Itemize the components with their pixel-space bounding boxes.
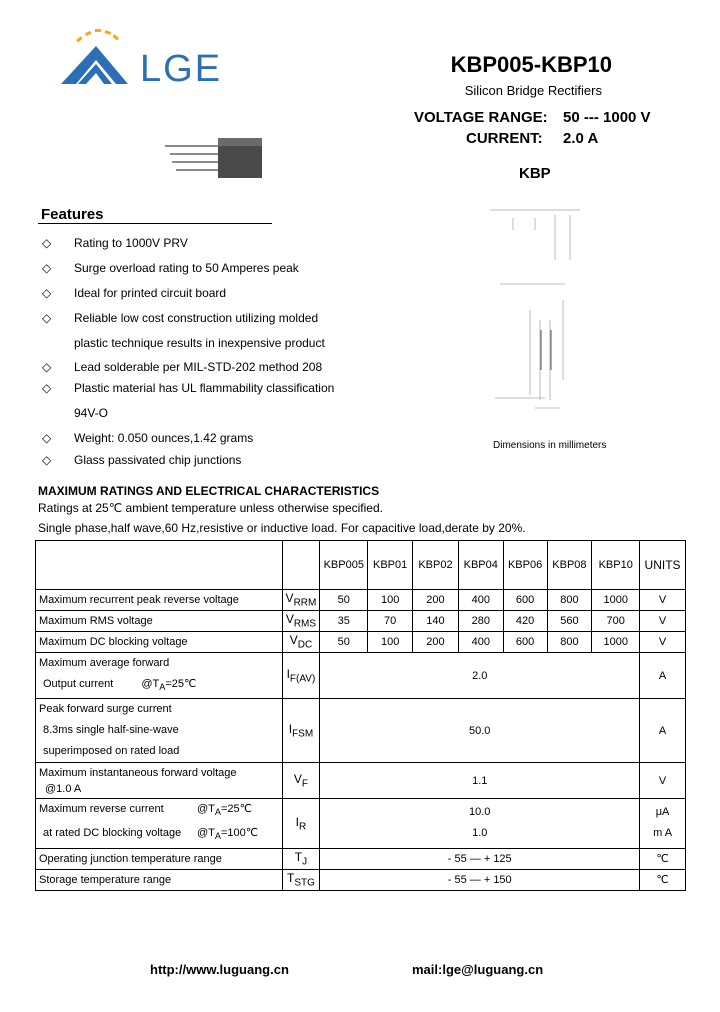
feature-item: ◇ Plastic material has UL flammability classification xyxy=(42,381,335,395)
param-desc: Peak forward surge current 8.3ms single half-sine-wave superimposed on rated load xyxy=(36,699,283,763)
value-cell: 70 xyxy=(368,611,413,632)
param-desc: Storage temperature range xyxy=(36,869,283,890)
feature-item: ◇ Reliable low cost construction utilizing molded xyxy=(42,311,319,325)
param-symbol: $V_F$ xyxy=(282,763,320,799)
param-desc: Maximum instantaneous forward voltage @1.0 A xyxy=(36,763,283,799)
value-cell: 50 xyxy=(320,632,368,653)
feature-item: ◇ Ideal for printed circuit board xyxy=(42,286,227,300)
unit-cell: A xyxy=(640,653,686,699)
value-cell: 400 xyxy=(458,632,503,653)
unit-cell: ℃ xyxy=(640,869,686,890)
param-symbol: $I_{FSM}$ xyxy=(282,699,320,763)
param-symbol: $V_{RMS}$ xyxy=(282,611,320,632)
value-cell: 600 xyxy=(503,590,547,611)
unit-cell: V xyxy=(640,632,686,653)
unit-cell: V xyxy=(640,590,686,611)
ratings-title: MAXIMUM RATINGS AND ELECTRICAL CHARACTERISTICS xyxy=(38,484,380,498)
diamond-bullet-icon: ◇ xyxy=(42,381,52,395)
ratings-note-ambient: Ratings at 25℃ ambient temperature unless otherwise specified. xyxy=(38,501,383,515)
page-subtitle: Silicon Bridge Rectifiers xyxy=(464,83,602,98)
brand-name: LGE xyxy=(140,48,223,90)
page-title: KBP005-KBP10 xyxy=(450,52,612,77)
current-label: CURRENT: xyxy=(466,130,543,147)
part-header: KBP10 xyxy=(592,541,640,590)
value-cell: 800 xyxy=(547,632,592,653)
feature-item: ◇ Rating to 1000V PRV xyxy=(42,236,188,250)
table-row xyxy=(36,632,686,653)
features-heading: Features xyxy=(41,206,104,223)
diamond-bullet-icon: ◇ xyxy=(42,431,52,445)
value-cell: - 55 — + 150 xyxy=(320,869,640,890)
table-header-row xyxy=(36,541,686,590)
unit-cell: V xyxy=(640,763,686,799)
table-row xyxy=(36,869,686,890)
value-cell: 100 xyxy=(368,632,413,653)
empty-cell xyxy=(282,541,320,590)
component-image xyxy=(160,134,270,184)
diamond-bullet-icon: ◇ xyxy=(42,453,52,467)
feature-item: ◇ Weight: 0.050 ounces,1.42 grams xyxy=(42,431,254,445)
part-header: KBP01 xyxy=(368,541,413,590)
diamond-bullet-icon: ◇ xyxy=(42,311,52,325)
param-symbol: $I_{F(AV)}$ xyxy=(282,653,320,699)
table-row xyxy=(36,653,686,699)
value-cell: 600 xyxy=(503,632,547,653)
value-cell: 280 xyxy=(458,611,503,632)
param-desc: Maximum recurrent peak reverse voltage xyxy=(36,590,283,611)
table-row xyxy=(36,848,686,869)
voltage-range-value: 50 --- 1000 V xyxy=(563,109,651,126)
value-cell: - 55 — + 125 xyxy=(320,848,640,869)
value-cell: 200 xyxy=(413,590,459,611)
footer-email-link[interactable]: mail:lge@luguang.cn xyxy=(412,962,544,977)
dimension-note: Dimensions in millimeters xyxy=(493,440,607,451)
value-cell: 400 xyxy=(458,590,503,611)
unit-cell: μA m A xyxy=(640,799,686,848)
ratings-table xyxy=(35,540,686,891)
param-symbol: $V_{RRM}$ xyxy=(282,590,320,611)
diamond-bullet-icon: ◇ xyxy=(42,236,52,250)
unit-cell: A xyxy=(640,699,686,763)
part-header: KBP08 xyxy=(547,541,592,590)
features-divider xyxy=(38,223,272,224)
table-row xyxy=(36,699,686,763)
value-cell: 10.0 1.0 xyxy=(320,799,640,848)
param-symbol: $T_{STG}$ xyxy=(282,869,320,890)
package-name: KBP xyxy=(519,165,551,182)
value-cell: 800 xyxy=(547,590,592,611)
value-cell: 420 xyxy=(503,611,547,632)
diamond-bullet-icon: ◇ xyxy=(42,261,52,275)
diamond-bullet-icon: ◇ xyxy=(42,286,52,300)
part-header: KBP005 xyxy=(320,541,368,590)
feature-item-continued: 94V-O xyxy=(74,406,109,420)
param-desc: Maximum reverse current $@T_A=25℃$ at rated DC blocking voltage $@T_A=100℃$ xyxy=(36,799,283,848)
value-cell: 700 xyxy=(592,611,640,632)
part-header: KBP06 xyxy=(503,541,547,590)
param-symbol: $T_J$ xyxy=(282,848,320,869)
table-row xyxy=(36,763,686,799)
dimension-drawing xyxy=(485,200,595,420)
value-cell: 140 xyxy=(413,611,459,632)
value-cell: 1000 xyxy=(592,590,640,611)
param-desc: Maximum RMS voltage xyxy=(36,611,283,632)
value-cell: 35 xyxy=(320,611,368,632)
feature-item: ◇ Glass passivated chip junctions xyxy=(42,453,242,467)
table-row xyxy=(36,611,686,632)
voltage-range-label: VOLTAGE RANGE: xyxy=(414,109,548,126)
value-cell: 1000 xyxy=(592,632,640,653)
param-desc: Maximum average forward Output current $@T_A=25℃$ xyxy=(36,653,283,699)
value-cell: 200 xyxy=(413,632,459,653)
units-header: UNITS xyxy=(640,541,686,590)
feature-item-continued: plastic technique results in inexpensive product xyxy=(74,336,325,350)
param-desc: Maximum DC blocking voltage xyxy=(36,632,283,653)
table-row xyxy=(36,799,686,848)
param-symbol: $I_R$ xyxy=(282,799,320,848)
unit-cell: ℃ xyxy=(640,848,686,869)
value-cell: 1.1 xyxy=(320,763,640,799)
current-value: 2.0 A xyxy=(563,130,599,147)
param-desc: Operating junction temperature range xyxy=(36,848,283,869)
value-cell: 50 xyxy=(320,590,368,611)
value-cell: 560 xyxy=(547,611,592,632)
part-header: KBP02 xyxy=(413,541,459,590)
param-symbol: $V_{DC}$ xyxy=(282,632,320,653)
value-cell: 2.0 xyxy=(320,653,640,699)
part-header: KBP04 xyxy=(458,541,503,590)
table-row xyxy=(36,590,686,611)
ratings-note-load: Single phase,half wave,60 Hz,resistive or inductive load. For capacitive load,derate by 20%. xyxy=(38,521,526,535)
unit-cell: V xyxy=(640,611,686,632)
diamond-bullet-icon: ◇ xyxy=(42,360,52,374)
value-cell: 50.0 xyxy=(320,699,640,763)
value-cell: 100 xyxy=(368,590,413,611)
feature-item: ◇ Lead solderable per MIL-STD-202 method 208 xyxy=(42,360,323,374)
lge-logo-icon xyxy=(56,24,146,94)
empty-cell xyxy=(36,541,283,590)
feature-item: ◇ Surge overload rating to 50 Amperes peak xyxy=(42,261,299,275)
footer-website-link[interactable]: http://www.luguang.cn xyxy=(150,962,289,977)
